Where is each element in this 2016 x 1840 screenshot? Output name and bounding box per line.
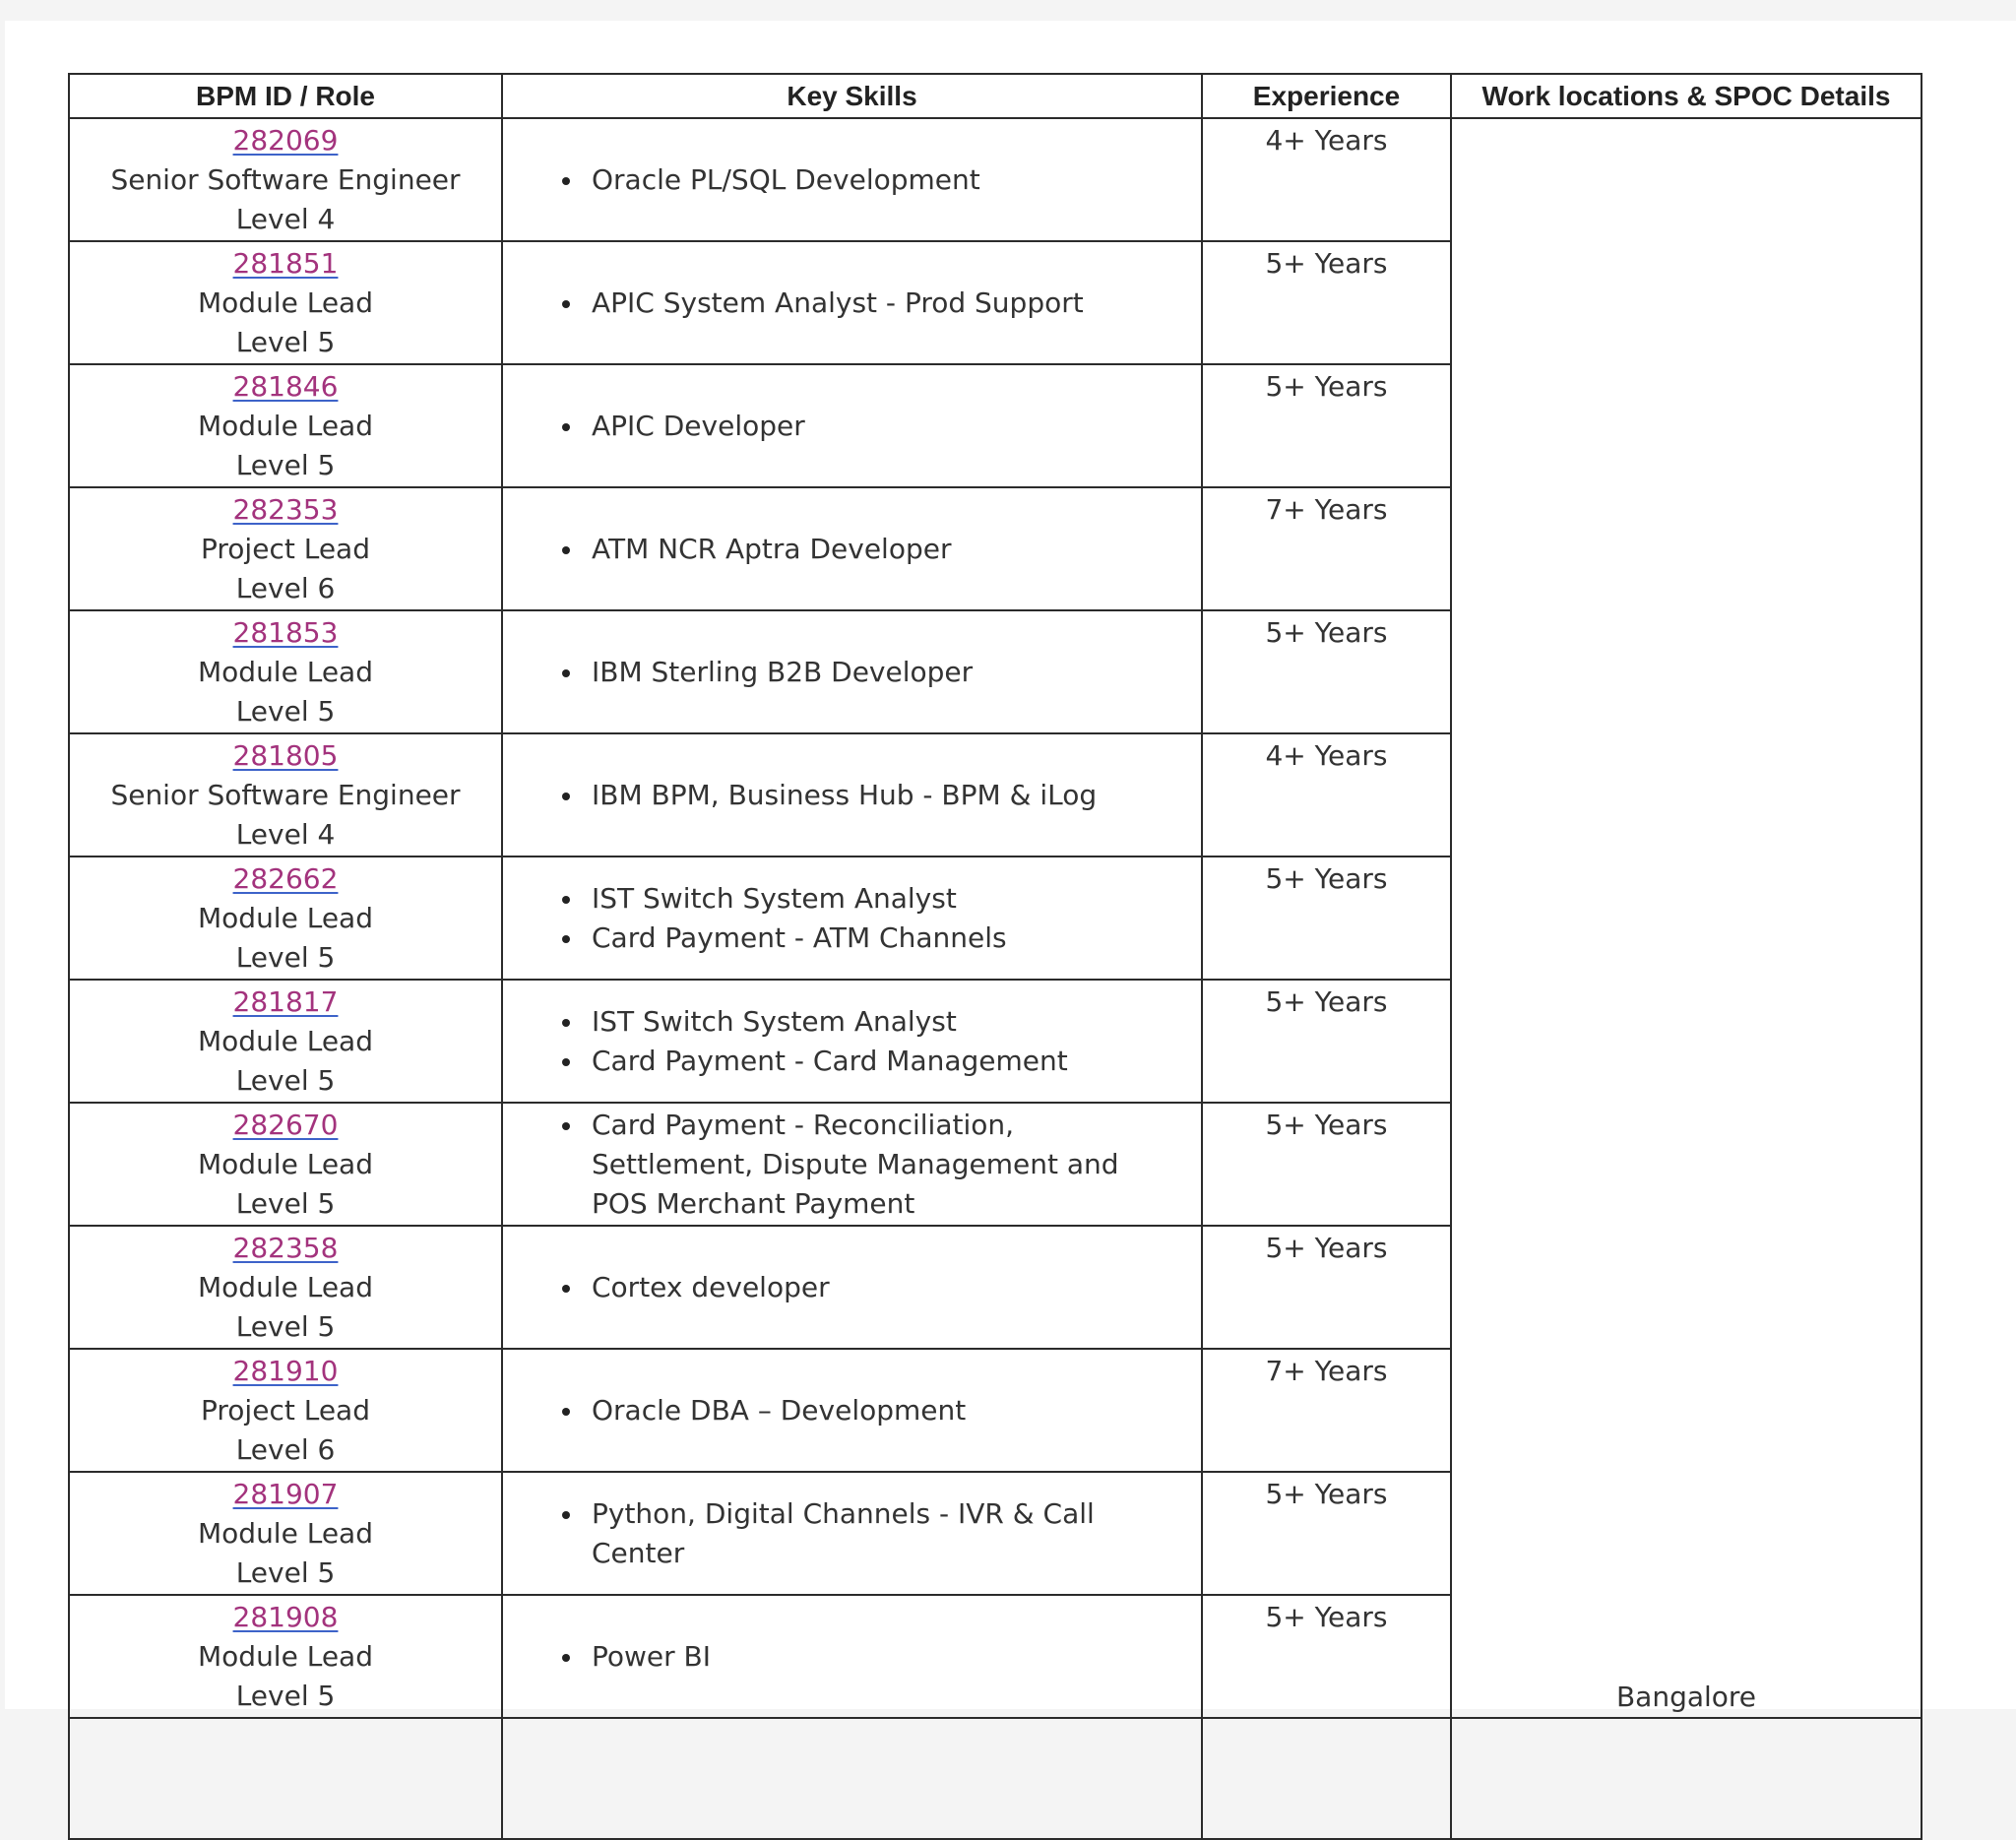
skill-item: ATM NCR Aptra Developer (503, 530, 1181, 569)
bpm-id-link[interactable]: 281910 (232, 1355, 339, 1387)
skill-item: Card Payment - ATM Channels (503, 919, 1181, 958)
role-cell (69, 1103, 502, 1226)
header-key-skills: Key Skills (502, 74, 1202, 118)
skill-item: Python, Digital Channels - IVR & Call Center (503, 1494, 1181, 1573)
skills-cell (502, 487, 1202, 610)
role-cell (69, 1226, 502, 1349)
skill-item: APIC Developer (503, 407, 1181, 446)
role-level: Level 5 (235, 326, 336, 358)
role-title: Senior Software Engineer (110, 163, 461, 196)
role-title: Project Lead (201, 1394, 370, 1427)
clipped-cell (502, 1718, 1202, 1839)
skills-cell (502, 364, 1202, 487)
skills-list (503, 1494, 1201, 1573)
experience-cell: 5+ Years (1202, 1472, 1451, 1595)
skills-list (503, 407, 1201, 446)
skill-item: Power BI (503, 1637, 1181, 1677)
role-cell (69, 241, 502, 364)
skills-cell (502, 733, 1202, 857)
skills-list (503, 776, 1201, 815)
role-title: Module Lead (198, 410, 373, 442)
skills-cell (502, 1595, 1202, 1718)
bpm-id-link[interactable]: 281851 (232, 247, 339, 280)
role-level: Level 4 (235, 203, 336, 235)
experience-cell: 4+ Years (1202, 733, 1451, 857)
skill-item: IST Switch System Analyst (503, 1002, 1181, 1042)
skill-item: Card Payment - Card Management (503, 1042, 1181, 1081)
role-cell (69, 487, 502, 610)
skills-cell (502, 1226, 1202, 1349)
role-title: Module Lead (198, 1271, 373, 1303)
skills-cell (502, 1472, 1202, 1595)
role-cell (69, 1349, 502, 1472)
role-level: Level 5 (235, 695, 336, 728)
role-cell (69, 980, 502, 1103)
clipped-cell (1451, 1718, 1922, 1839)
role-level: Level 5 (235, 941, 336, 974)
role-cell (69, 610, 502, 733)
table-row (69, 118, 1922, 241)
role-title: Senior Software Engineer (110, 779, 461, 811)
header-experience: Experience (1202, 74, 1451, 118)
bpm-id-link[interactable]: 282069 (232, 124, 339, 157)
skills-cell (502, 610, 1202, 733)
experience-cell: 4+ Years (1202, 118, 1451, 241)
experience-cell: 7+ Years (1202, 487, 1451, 610)
clipped-cell (69, 1718, 502, 1839)
skill-item: Oracle PL/SQL Development (503, 160, 1181, 200)
role-title: Module Lead (198, 902, 373, 934)
role-title: Module Lead (198, 1640, 373, 1673)
role-level: Level 6 (235, 1433, 336, 1466)
skills-list (503, 284, 1201, 323)
role-level: Level 5 (235, 1064, 336, 1097)
experience-cell: 5+ Years (1202, 610, 1451, 733)
table-row-clipped (69, 1718, 1922, 1839)
skill-item: APIC System Analyst - Prod Support (503, 284, 1181, 323)
bpm-id-link[interactable]: 282353 (232, 493, 339, 526)
role-title: Module Lead (198, 286, 373, 319)
table-body (69, 118, 1922, 1839)
bpm-id-link[interactable]: 282662 (232, 862, 339, 895)
role-title: Module Lead (198, 1517, 373, 1550)
skill-item: IBM BPM, Business Hub - BPM & iLog (503, 776, 1181, 815)
experience-cell: 5+ Years (1202, 1595, 1451, 1718)
skills-cell (502, 1103, 1202, 1226)
role-cell (69, 1472, 502, 1595)
experience-cell: 5+ Years (1202, 364, 1451, 487)
role-level: Level 5 (235, 1187, 336, 1220)
role-cell (69, 733, 502, 857)
role-cell (69, 1595, 502, 1718)
bpm-id-link[interactable]: 281805 (232, 739, 339, 772)
experience-cell: 7+ Years (1202, 1349, 1451, 1472)
skill-item: Cortex developer (503, 1268, 1181, 1307)
skills-list (503, 879, 1201, 958)
table-header-row (69, 74, 1922, 118)
skills-cell (502, 1349, 1202, 1472)
skills-cell (502, 857, 1202, 980)
role-level: Level 5 (235, 1680, 336, 1712)
skills-list (503, 530, 1201, 569)
skills-list (503, 1268, 1201, 1307)
role-title: Module Lead (198, 656, 373, 688)
header-work-locations: Work locations & SPOC Details (1451, 74, 1922, 118)
skills-list (503, 1106, 1201, 1224)
role-cell (69, 364, 502, 487)
skills-list (503, 160, 1201, 200)
skills-cell (502, 241, 1202, 364)
skills-list (503, 653, 1201, 692)
role-cell (69, 857, 502, 980)
skills-list (503, 1637, 1201, 1677)
experience-cell: 5+ Years (1202, 241, 1451, 364)
role-title: Project Lead (201, 533, 370, 565)
experience-cell: 5+ Years (1202, 1103, 1451, 1226)
document-page (5, 21, 2016, 1713)
role-level: Level 5 (235, 449, 336, 481)
role-title: Module Lead (198, 1148, 373, 1180)
skills-cell (502, 980, 1202, 1103)
skill-item: Oracle DBA – Development (503, 1391, 1181, 1430)
skills-list (503, 1391, 1201, 1430)
experience-cell: 5+ Years (1202, 980, 1451, 1103)
bpm-id-link[interactable]: 281853 (232, 616, 339, 649)
bpm-id-link[interactable]: 282358 (232, 1232, 339, 1264)
skill-item: Card Payment - Reconciliation, Settlement, Dispute Management and POS Merchant Payment (503, 1106, 1181, 1224)
role-level: Level 5 (235, 1310, 336, 1343)
skills-cell (502, 118, 1202, 241)
clipped-cell (1202, 1718, 1451, 1839)
experience-cell: 5+ Years (1202, 1226, 1451, 1349)
experience-cell: 5+ Years (1202, 857, 1451, 980)
bpm-id-link[interactable]: 282670 (232, 1109, 339, 1141)
skills-list (503, 1002, 1201, 1081)
bpm-id-link[interactable]: 281907 (232, 1478, 339, 1510)
skill-item: IST Switch System Analyst (503, 879, 1181, 919)
role-level: Level 5 (235, 1556, 336, 1589)
bpm-id-link[interactable]: 281908 (232, 1601, 339, 1633)
header-bpm-id-role: BPM ID / Role (69, 74, 502, 118)
role-title: Module Lead (198, 1025, 373, 1057)
job-openings-table (68, 73, 1922, 1840)
bpm-id-link[interactable]: 281817 (232, 985, 339, 1018)
work-location-cell: Bangalore (1451, 118, 1922, 1718)
role-level: Level 6 (235, 572, 336, 604)
role-cell (69, 118, 502, 241)
role-level: Level 4 (235, 818, 336, 851)
skill-item: IBM Sterling B2B Developer (503, 653, 1181, 692)
bpm-id-link[interactable]: 281846 (232, 370, 339, 403)
